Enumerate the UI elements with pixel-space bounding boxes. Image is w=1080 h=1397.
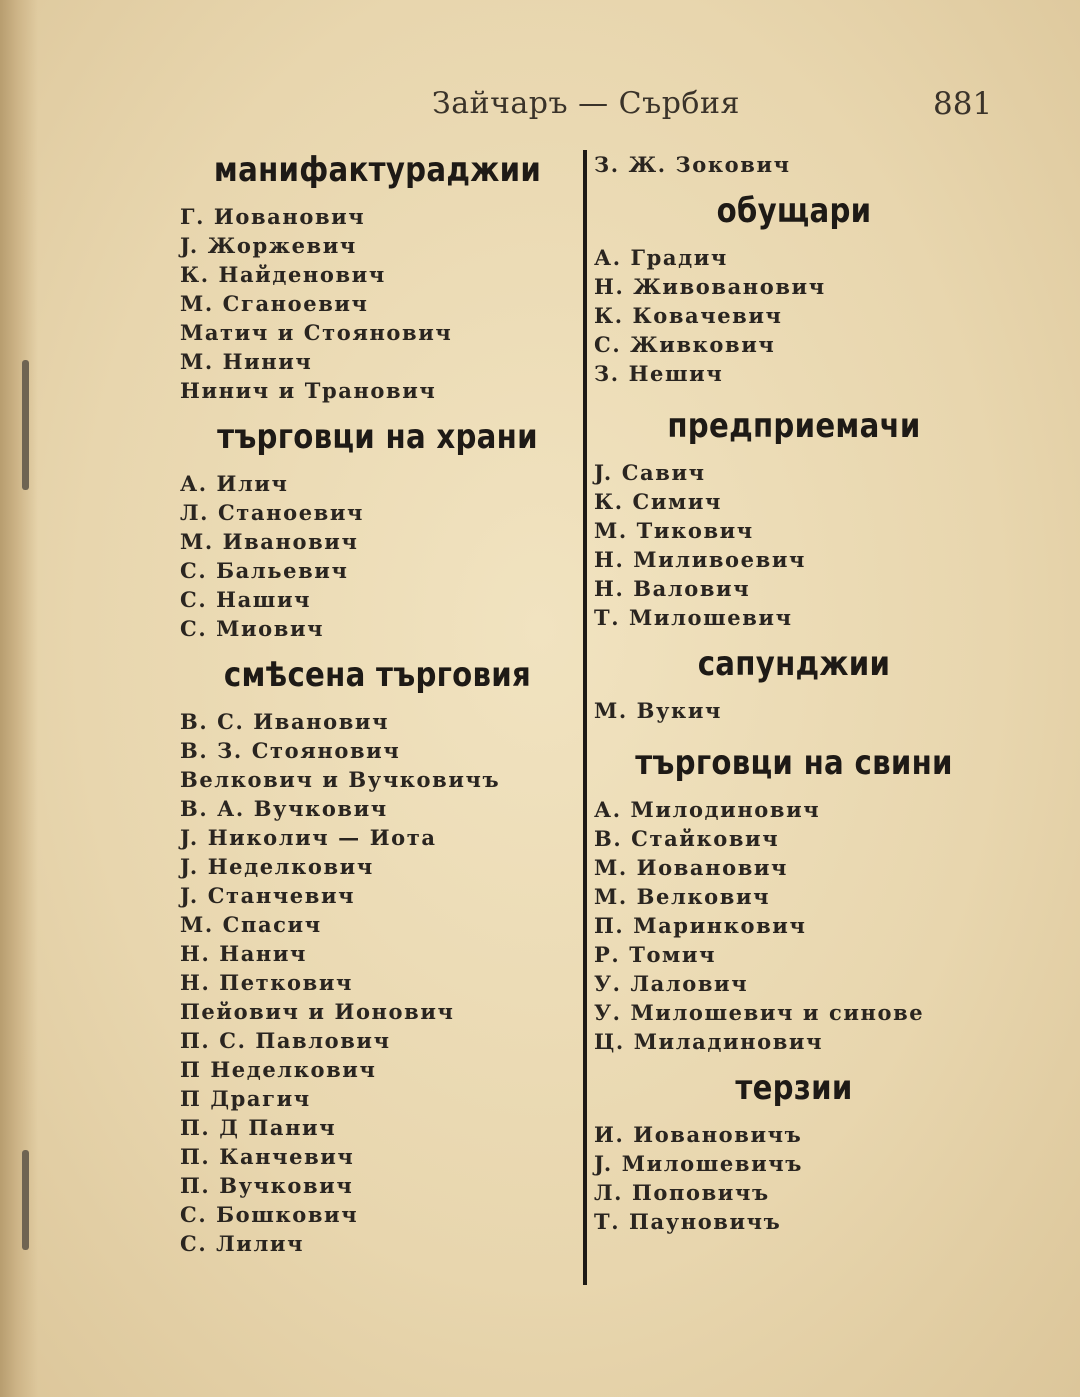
section-tailors bbox=[594, 1068, 994, 1236]
list-item: М. Нинич bbox=[180, 349, 313, 374]
list-item: J. Милошевичъ bbox=[594, 1151, 803, 1176]
section-pig-traders bbox=[594, 743, 994, 1056]
section-heading: търговци на свини bbox=[635, 743, 953, 783]
list-item: Л. Станоевич bbox=[180, 500, 365, 525]
list-item: М. Велкович bbox=[594, 884, 771, 909]
list-item: С. Живкович bbox=[594, 332, 776, 357]
list-item: Н. Петкович bbox=[180, 970, 353, 995]
list-item: У. Милошевич и синове bbox=[594, 1000, 925, 1025]
section-general-trade bbox=[180, 655, 575, 1258]
list-item: Т. Милошевич bbox=[594, 605, 793, 630]
list-item: П Драгич bbox=[180, 1086, 311, 1111]
binding-mark bbox=[22, 1150, 29, 1250]
list-item: У. Лалович bbox=[594, 971, 749, 996]
list-item: Нинич и Транович bbox=[180, 378, 437, 403]
list-item: Велкович и Вучковичъ bbox=[180, 767, 501, 792]
list-item: П. Маринкович bbox=[594, 913, 807, 938]
list-item: В. А. Вучкович bbox=[180, 796, 388, 821]
section-manufacturers bbox=[180, 150, 575, 405]
list-item: J. Савич bbox=[594, 460, 706, 485]
list-item: Г. Иованович bbox=[180, 204, 366, 229]
list-item: П. С. Павлович bbox=[180, 1028, 391, 1053]
list-item: С. Нашич bbox=[180, 587, 312, 612]
running-title: Зайчаръ — Сърбия bbox=[432, 86, 740, 121]
list-item: З. Нешич bbox=[594, 361, 724, 386]
list-item: М. Иованович bbox=[594, 855, 789, 880]
section-contractors bbox=[594, 406, 994, 632]
entry-list bbox=[180, 469, 575, 643]
right-column bbox=[594, 150, 994, 1236]
page-number: 881 bbox=[933, 86, 993, 122]
list-item: А. Градич bbox=[594, 245, 728, 270]
list-item: И. Иовановичъ bbox=[594, 1122, 803, 1147]
section-heading: предприемачи bbox=[667, 406, 921, 446]
list-item: П. Вучкович bbox=[180, 1173, 354, 1198]
list-item: В. Стайкович bbox=[594, 826, 780, 851]
entry-list bbox=[594, 795, 994, 1056]
section-heading: обущари bbox=[716, 191, 872, 231]
section-heading: манифактураджии bbox=[213, 150, 542, 190]
list-item: В. З. Стоянович bbox=[180, 738, 401, 763]
list-item: А. Милодинович bbox=[594, 797, 821, 822]
list-item: Т. Пауновичъ bbox=[594, 1209, 782, 1234]
entry-list bbox=[594, 150, 994, 179]
list-item: М. Тикович bbox=[594, 518, 754, 543]
list-item: М. Спасич bbox=[180, 912, 322, 937]
list-item: В. С. Иванович bbox=[180, 709, 390, 734]
page-header bbox=[0, 86, 1080, 126]
book-spine-shadow bbox=[0, 0, 38, 1397]
entry-list bbox=[594, 696, 994, 725]
section-shoemakers bbox=[594, 191, 994, 388]
entry-list bbox=[594, 243, 994, 388]
entry-list bbox=[594, 1120, 994, 1236]
list-item: М. Иванович bbox=[180, 529, 359, 554]
list-item: Н. Миливоевич bbox=[594, 547, 806, 572]
entry-list bbox=[180, 707, 575, 1258]
section-soapmakers bbox=[594, 644, 994, 725]
list-item: Н. Нанич bbox=[180, 941, 308, 966]
list-item: J. Жоржевич bbox=[180, 233, 357, 258]
list-item: С. Бальевич bbox=[180, 558, 349, 583]
list-item: Ц. Миладинович bbox=[594, 1029, 824, 1054]
list-item: К. Симич bbox=[594, 489, 723, 514]
list-item: М. Сганоевич bbox=[180, 291, 369, 316]
entry-list bbox=[180, 202, 575, 405]
list-item: К. Найденович bbox=[180, 262, 386, 287]
binding-mark bbox=[22, 360, 29, 490]
list-item: Пейович и Ионович bbox=[180, 999, 455, 1024]
column-divider bbox=[583, 150, 587, 1285]
list-item: М. Вукич bbox=[594, 698, 722, 723]
list-item: С. Миович bbox=[180, 616, 325, 641]
list-item: П Неделкович bbox=[180, 1057, 377, 1082]
section-heading: търговци на храни bbox=[217, 417, 538, 457]
section-heading: смѣсена търговия bbox=[223, 655, 532, 695]
list-item: А. Илич bbox=[180, 471, 289, 496]
list-item: Н. Валович bbox=[594, 576, 751, 601]
list-item: J. Станчевич bbox=[180, 883, 356, 908]
section-grain-traders bbox=[180, 417, 575, 643]
list-item: Р. Томич bbox=[594, 942, 717, 967]
section-heading: сапунджии bbox=[697, 644, 891, 684]
list-item: Матич и Стоянович bbox=[180, 320, 453, 345]
list-item: П. Д Панич bbox=[180, 1115, 337, 1140]
list-item: Н. Живованович bbox=[594, 274, 826, 299]
list-item: П. Канчевич bbox=[180, 1144, 355, 1169]
list-item: С. Бошкович bbox=[180, 1202, 359, 1227]
list-item: К. Ковачевич bbox=[594, 303, 783, 328]
list-item: З. Ж. Зокович bbox=[594, 152, 791, 177]
entry-list bbox=[594, 458, 994, 632]
list-item: С. Лилич bbox=[180, 1231, 305, 1256]
left-column bbox=[180, 150, 575, 1258]
section-heading: терзии bbox=[735, 1068, 853, 1108]
list-item: J. Николич — Иота bbox=[180, 825, 437, 850]
list-item: Л. Поповичъ bbox=[594, 1180, 770, 1205]
list-item: J. Неделкович bbox=[180, 854, 374, 879]
